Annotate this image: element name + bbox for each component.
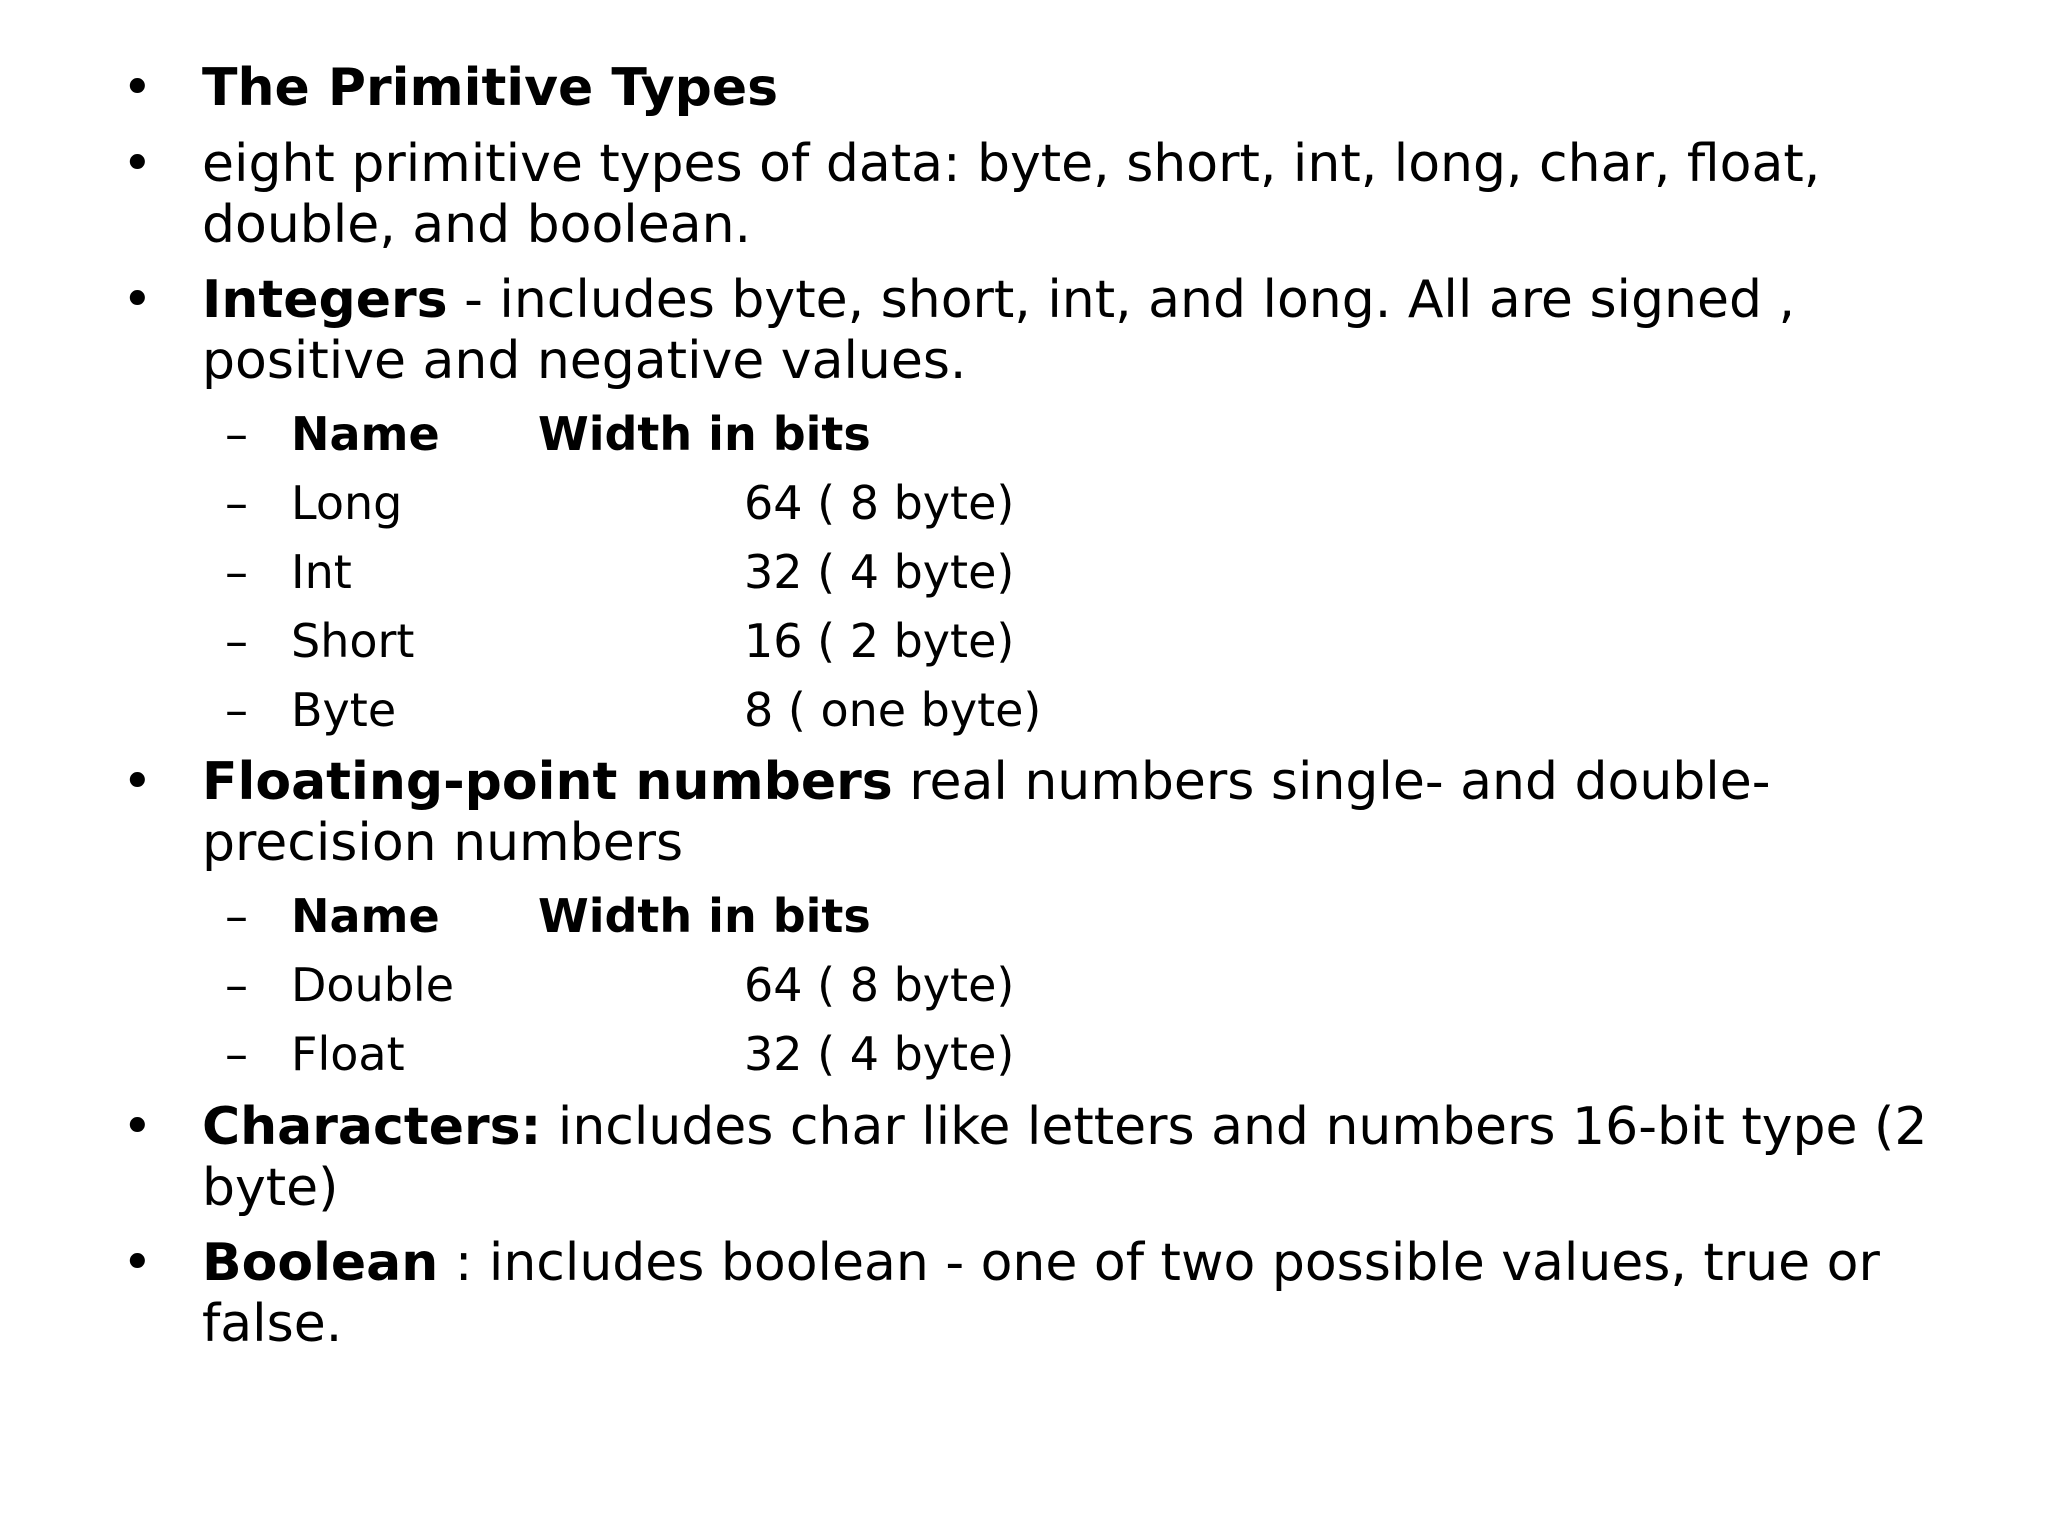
type-name: Short [291, 614, 415, 668]
type-width: 64 ( 8 byte) [744, 958, 1015, 1012]
width-column-header: Width in bits [538, 407, 871, 461]
name-column-header: Name [291, 889, 440, 943]
type-name: Double [291, 958, 454, 1012]
bullet-text [202, 1097, 1982, 1219]
dash-icon: – [225, 476, 248, 530]
bullet-text [202, 1233, 1982, 1355]
bullet-icon: • [122, 58, 153, 118]
type-name: Long [291, 476, 403, 530]
bullet-bold: Integers [202, 270, 448, 330]
bullet-rest: real numbers single- and double-precision numbers [202, 752, 1771, 873]
type-width: 8 ( one byte) [744, 683, 1042, 737]
bullet-rest: : includes boolean - one of two possible values, true or false. [202, 1233, 1880, 1354]
type-name: Byte [291, 683, 397, 737]
bullet-icon: • [122, 752, 153, 812]
bullet-rest: - includes byte, short, int, and long. All are signed , positive and negative values. [202, 270, 1796, 391]
type-width: 64 ( 8 byte) [744, 476, 1015, 530]
bullet-icon: • [122, 270, 153, 330]
bullet-rest: includes char like letters and numbers 16-bit type (2 byte) [202, 1097, 1928, 1218]
bullet-bold: The Primitive Types [202, 58, 779, 118]
bullet-bold: Floating-point numbers [202, 752, 893, 812]
dash-icon: – [225, 958, 248, 1012]
bullet-bold: Boolean [202, 1233, 439, 1293]
dash-icon: – [225, 614, 248, 668]
bullet-bold: Characters: [202, 1097, 542, 1157]
bullet-icon: • [122, 134, 153, 194]
type-width: 32 ( 4 byte) [744, 1027, 1015, 1081]
dash-icon: – [225, 1027, 248, 1081]
bullet-text [202, 58, 1982, 119]
bullet-icon: • [122, 1097, 153, 1157]
type-name: Float [291, 1027, 405, 1081]
width-column-header: Width in bits [538, 889, 871, 943]
bullet-text [202, 270, 1982, 392]
bullet-rest: eight primitive types of data: byte, short, int, long, char, float, double, and boolean. [202, 134, 1821, 255]
dash-icon: – [225, 407, 248, 461]
dash-icon: – [225, 683, 248, 737]
dash-icon: – [225, 545, 248, 599]
bullet-icon: • [122, 1233, 153, 1293]
bullet-text [202, 752, 1982, 874]
type-width: 16 ( 2 byte) [744, 614, 1015, 668]
name-column-header: Name [291, 407, 440, 461]
type-width: 32 ( 4 byte) [744, 545, 1015, 599]
bullet-text [202, 134, 1982, 256]
type-name: Int [291, 545, 352, 599]
dash-icon: – [225, 889, 248, 943]
